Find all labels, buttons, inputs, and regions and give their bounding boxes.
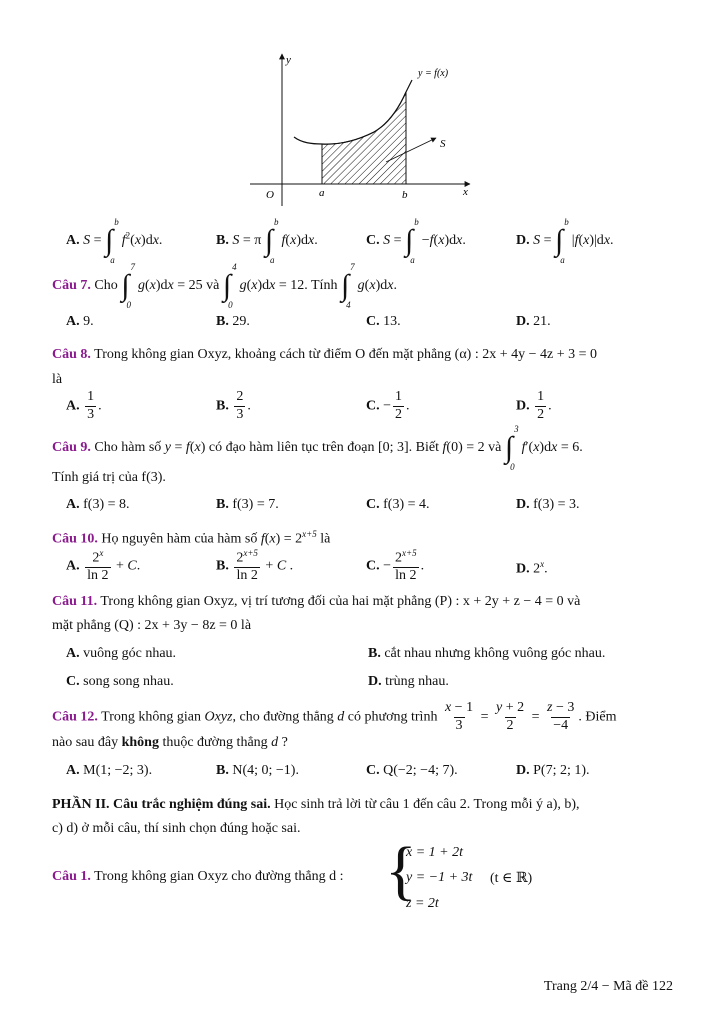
q7-option-d[interactable] — [516, 314, 551, 330]
q10-stem: Câu 10. Họ nguyên hàm của hàm số $f(x) = 2^{x+5}$ là — [52, 529, 331, 547]
q9-a-text: f(3) = 8. — [83, 497, 130, 512]
q7-option-c[interactable] — [366, 314, 401, 330]
q11-option-c[interactable] — [66, 674, 174, 690]
q9-b-letter: B. — [216, 497, 229, 512]
page-footer: Trang 2/4 − Mã đề 122 — [543, 979, 673, 994]
q11-stem-line1: Trong không gian Oxyz, vị trí tương đối của hai mặt phẳng (P) : x + 2y + z − 4 = 0 và — [100, 594, 581, 609]
p2q1-eq1: x = 1 + 2t — [406, 845, 463, 860]
q12-label: Câu 12. — [52, 709, 98, 725]
q7-a-text: 9. — [83, 314, 94, 329]
q10-b-letter: B. — [216, 558, 229, 574]
x-axis-label: x — [463, 186, 468, 198]
part2-intro-line1: Học sinh trả lời từ câu 1 đến câu 2. Trong mỗi ý a), b), — [274, 797, 580, 812]
q6-option-c[interactable]: C. S = ∫ b a −f(x)dx. — [366, 217, 466, 265]
part2-intro-line2: c) d) ở mỗi câu, thí sinh chọn đúng hoặc sai. — [52, 821, 301, 836]
p2q1-stem — [52, 869, 344, 885]
q11-stem-line2: mặt phẳng (Q) : 2x + 3y − 8z = 0 là — [52, 618, 252, 633]
q6-d-letter: D. — [516, 233, 530, 249]
region-label: S — [440, 138, 446, 150]
q8-option-c[interactable]: C. − $\frac{1}{2}$ . — [366, 389, 410, 422]
q8-stem-line2: là — [52, 372, 63, 387]
q7-d-letter: D. — [516, 314, 530, 329]
system-brace: { — [385, 834, 417, 907]
q12-d-letter: D. — [516, 763, 530, 778]
q10-option-a[interactable]: A. $\frac{2^x}{\ln 2}$ + C. — [66, 548, 141, 584]
q7-d-text: 21. — [533, 314, 551, 329]
q11-b-letter: B. — [368, 646, 381, 661]
p2q1-label: Câu 1. — [52, 869, 91, 884]
q9-stem: Câu 9. Cho hàm số y = f(x) có đạo hàm liên tục trên đoạn [0; 3]. Biết f(0) = 2 và ∫ 3 0 f′(x)dx = 6. — [52, 424, 583, 472]
q6-option-d[interactable]: D. S = ∫ b a |f(x)|dx. — [516, 217, 614, 265]
q7-stem: Câu 7. Cho ∫ 7 0 g(x)dx = 25 và ∫ 4 0 g(x)dx = 12. Tính ∫ 7 4 g(x)dx. — [52, 262, 397, 310]
q11-option-a[interactable] — [66, 646, 176, 662]
b-label: b — [402, 189, 408, 201]
q10-option-c[interactable]: C. − $\frac{2^{x+5}}{\ln 2}$ . — [366, 548, 425, 584]
q7-c-letter: C. — [366, 314, 380, 329]
q8-option-a[interactable]: A. $\frac{1}{3}$ . — [66, 389, 102, 422]
q12-c-letter: C. — [366, 763, 380, 778]
a-label: a — [319, 187, 325, 199]
q10-option-d[interactable]: D. 2$^x$. — [516, 559, 548, 577]
q9-b-text: f(3) = 7. — [232, 497, 279, 512]
q8-d-letter: D. — [516, 398, 530, 414]
q11-label: Câu 11. — [52, 594, 98, 609]
q11-c-text: song song nhau. — [83, 674, 174, 689]
q10-option-b[interactable]: B. $\frac{2^{x+5}}{\ln 2}$ + C . — [216, 548, 294, 584]
q9-stem-line2: Tính giá trị của f(3). — [52, 470, 166, 485]
q9-d-letter: D. — [516, 497, 530, 512]
q7-b-text: 29. — [232, 314, 250, 329]
q11-option-d[interactable] — [368, 674, 449, 690]
q12-a-text: M(1; −2; 3). — [83, 763, 153, 778]
q9-d-text: f(3) = 3. — [533, 497, 580, 512]
origin-label: O — [266, 189, 274, 201]
q6-a-letter: A. — [66, 233, 80, 249]
q10-d-letter: D. — [516, 561, 530, 577]
q11-b-text: cắt nhau nhưng không vuông góc nhau. — [384, 646, 606, 661]
q11-a-text: vuông góc nhau. — [83, 646, 177, 661]
q10-label: Câu 10. — [52, 531, 98, 547]
q9-c-letter: C. — [366, 497, 380, 512]
q12-a-letter: A. — [66, 763, 80, 778]
q7-a-letter: A. — [66, 314, 80, 329]
q12-option-b[interactable] — [216, 763, 299, 779]
q12-option-d[interactable] — [516, 763, 590, 779]
q7-c-text: 13. — [383, 314, 401, 329]
q9-option-a[interactable] — [66, 497, 130, 513]
shaded-region — [322, 92, 406, 184]
curve-label: y = f(x) — [418, 68, 449, 79]
q10-a-letter: A. — [66, 558, 80, 574]
q12-option-c[interactable] — [366, 763, 458, 779]
q8-stem-line1: Trong không gian Oxyz, khoảng cách từ điểm O đến mặt phẳng (α) : 2x + 4y − 4z + 3 = 0 — [94, 347, 598, 362]
q9-label: Câu 9. — [52, 440, 91, 456]
q7-option-a[interactable] — [66, 314, 94, 330]
q11-a-letter: A. — [66, 646, 80, 661]
q8-c-letter: C. — [366, 398, 380, 414]
q9-option-c[interactable] — [366, 497, 430, 513]
q8-option-b[interactable]: B. $\frac{2}{3}$ . — [216, 389, 251, 422]
q6-c-letter: C. — [366, 233, 380, 249]
q9-c-text: f(3) = 4. — [383, 497, 430, 512]
area-figure — [240, 48, 480, 208]
q8-a-letter: A. — [66, 398, 80, 414]
q12-b-text: N(4; 0; −1). — [232, 763, 299, 778]
q12-stem-line2: nào sau đây không thuộc đường thẳng d ? — [52, 735, 288, 750]
q8-option-d[interactable]: D. $\frac{1}{2}$ . — [516, 389, 552, 422]
q9-a-letter: A. — [66, 497, 80, 512]
q8-stem — [52, 347, 597, 363]
q6-b-letter: B. — [216, 233, 229, 249]
q12-b-letter: B. — [216, 763, 229, 778]
p2q1-param: (t ∈ ℝ) — [490, 871, 533, 886]
q7-label: Câu 7. — [52, 278, 91, 294]
part2-intro — [52, 797, 580, 813]
q12-option-a[interactable] — [66, 763, 152, 779]
part2-heading: PHẦN II. Câu trắc nghiệm đúng sai. — [52, 797, 271, 812]
q11-d-text: trùng nhau. — [385, 674, 449, 689]
q11-d-letter: D. — [368, 674, 382, 689]
q8-b-letter: B. — [216, 398, 229, 414]
q6-option-a[interactable]: A. S = ∫ b a $f^2(x)dx$. — [66, 217, 163, 265]
q8-label: Câu 8. — [52, 347, 91, 362]
q10-c-letter: C. — [366, 558, 380, 574]
q7-b-letter: B. — [216, 314, 229, 329]
q7-option-b[interactable] — [216, 314, 250, 330]
q11-option-b[interactable] — [368, 646, 605, 662]
p2q1-stem-text: Trong không gian Oxyz cho đường thẳng d : — [94, 869, 344, 884]
q12-stem: Câu 12. Trong không gian Oxyz, cho đường thẳng d có phương trình $\frac{x - 1}{3}$ = $\frac{y + 2}{2}$ = $\frac{z - 3}{-4}$ . Điểm — [52, 700, 617, 733]
q9-option-d[interactable] — [516, 497, 580, 513]
q12-d-text: P(7; 2; 1). — [533, 763, 590, 778]
q11-c-letter: C. — [66, 674, 80, 689]
p2q1-eq3: z = 2t — [406, 896, 439, 911]
q11-stem — [52, 594, 580, 610]
q9-option-b[interactable] — [216, 497, 279, 513]
q6-option-b[interactable]: B. S = π ∫ b a f(x)dx. — [216, 217, 318, 265]
p2q1-eq2: y = −1 + 3t — [406, 870, 473, 885]
y-axis-label: y — [286, 54, 291, 66]
q12-c-text: Q(−2; −4; 7). — [383, 763, 458, 778]
